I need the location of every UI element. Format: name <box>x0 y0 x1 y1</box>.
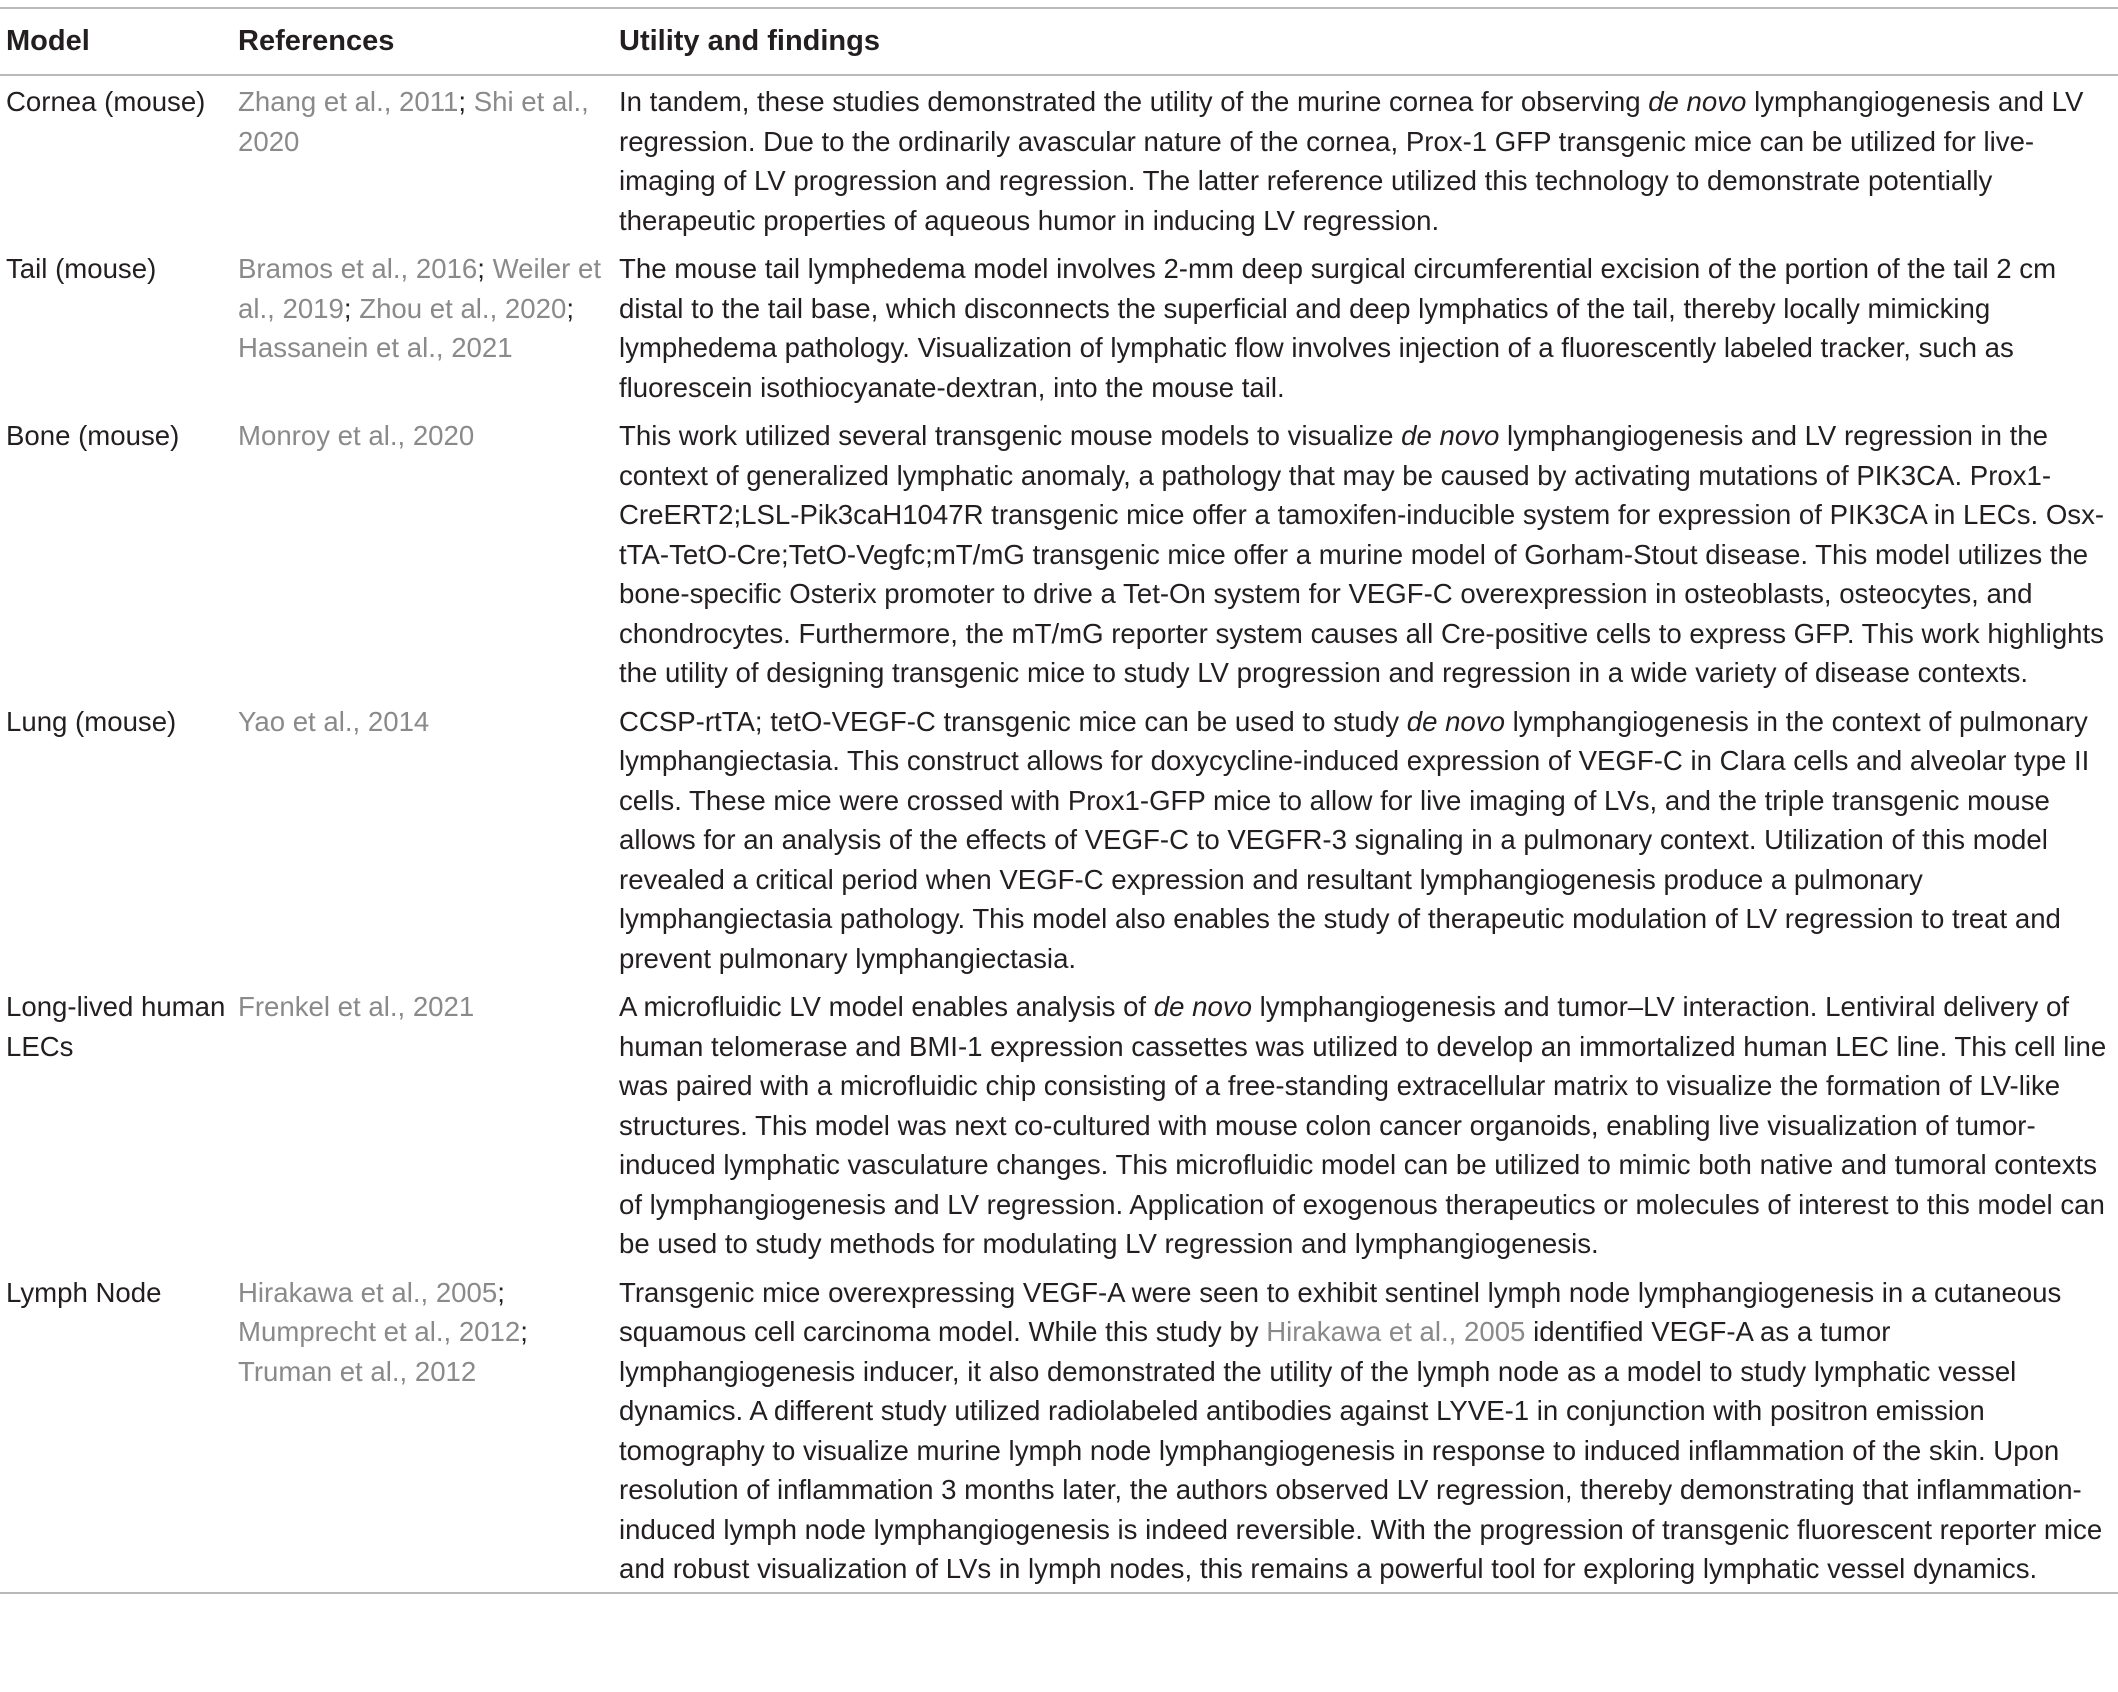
reference-link[interactable]: Truman et al., 2012 <box>238 1355 477 1387</box>
model-cell: Lung (mouse) <box>6 705 177 737</box>
reference-separator: ; <box>343 292 360 324</box>
header-model: Model <box>6 25 90 57</box>
utility-cell <box>619 981 2118 1267</box>
italic-term: de novo <box>1401 420 1500 451</box>
model-cell: Lymph Node <box>6 1276 162 1308</box>
utility-text: CCSP-rtTA; tetO-VEGF-C transgenic mice can be used to study <box>619 705 1407 737</box>
utility-text: identified VEGF-A as a tumor lymphangiogenesis inducer, it also demonstrated the utility of the lymph node as a model to study lymphatic vessel dynamics. A different study utilized radiolabeled antibodies against LYVE-1 in conjunction with positron emission tomography to visualize murine lymph node lymphangiogenesis in response to induced inflammation of the skin. Upon resolution of inflammation 3 months later, the authors observed LV regression, thereby demonstrating that inflammation-induced lymph node lymphangiogenesis is indeed reversible. With the progression of transgenic fluorescent reporter mice and robust visualization of LVs in lymph nodes, this remains a powerful tool for exploring lymphatic vessel dynamics. <box>619 1316 2103 1584</box>
inline-reference-link[interactable]: Hirakawa et al., 2005 <box>1266 1316 1526 1347</box>
utility-cell <box>619 696 2118 982</box>
table-row <box>0 75 2118 243</box>
references-cell <box>238 696 619 982</box>
reference-link[interactable]: Shi et al., 2020 <box>238 86 589 157</box>
model-cell: Tail (mouse) <box>6 253 157 284</box>
references-cell <box>238 75 619 243</box>
header-row <box>0 8 2118 75</box>
reference-link[interactable]: Zhou et al., 2020 <box>359 292 567 324</box>
reference-separator: ; <box>458 86 474 117</box>
model-cell: Bone (mouse) <box>6 420 180 451</box>
reference-separator: ; <box>520 1316 528 1347</box>
utility-text: This work utilized several transgenic mouse models to visualize <box>619 420 1402 451</box>
utility-cell <box>619 243 2118 410</box>
table-row <box>0 1267 2118 1593</box>
references-cell <box>238 981 619 1267</box>
utility-text: lymphangiogenesis and LV regression in the context of generalized lymphatic anomaly, a pathology that may be caused by activating mutations of PIK3CA. Prox1-CreERT2;LSL-Pik3caH1047R transgenic mice offer a tamoxifen-inducible system for expression of PIK3CA in LECs. Osx-tTA-TetO-Cre;TetO-Vegfc;mT/mG transgenic mice offer a murine model of Gorham-Stout disease. This model utilizes the bone-specific Osterix promoter to drive a Tet-On system for VEGF-C overexpression in osteoblasts, osteocytes, and chondrocytes. Furthermore, the mT/mG reporter system causes all Cre-positive cells to express GFP. This work highlights the utility of designing transgenic mice to study LV progression and regression in a wide variety of disease contexts. <box>619 420 2105 688</box>
table-row <box>0 696 2118 982</box>
reference-link[interactable]: Bramos et al., 2016 <box>238 253 478 284</box>
table-row <box>0 981 2118 1267</box>
table-row <box>0 243 2118 410</box>
reference-separator: ; <box>566 292 574 324</box>
italic-term: de novo <box>1648 86 1747 117</box>
table-row <box>0 410 2118 696</box>
utility-text: The mouse tail lymphedema model involves 2-mm deep surgical circumferential excision of the portion of the tail 2 cm distal to the tail base, which disconnects the superficial and deep lymphatics of the tail, thereby locally mimicking lymphedema pathology. Visualization of lymphatic flow involves injection of a fluorescently labeled tracker, such as fluorescein isothiocyanate-dextran, into the mouse tail. <box>619 253 2057 403</box>
reference-link[interactable]: Weiler et al., 2019 <box>238 253 601 324</box>
utility-text: A microfluidic LV model enables analysis of <box>619 991 1154 1022</box>
utility-text: Transgenic mice overexpressing VEGF-A were seen to exhibit sentinel lymph node lymphangiogenesis in a cutaneous squamous cell carcinoma model. While this study by <box>619 1276 2062 1347</box>
utility-cell <box>619 1267 2118 1593</box>
references-cell <box>238 410 619 696</box>
header-utility: Utility and findings <box>619 25 880 57</box>
reference-separator: ; <box>497 1276 505 1308</box>
models-table <box>0 7 2118 1594</box>
utility-cell <box>619 410 2118 696</box>
model-cell: Cornea (mouse) <box>6 86 206 117</box>
reference-link[interactable]: Zhang et al., 2011 <box>238 86 459 117</box>
reference-separator: ; <box>477 253 493 284</box>
reference-link[interactable]: Mumprecht et al., 2012 <box>238 1316 521 1347</box>
italic-term: de novo <box>1406 705 1505 737</box>
utility-text: lymphangiogenesis and tumor–LV interaction. Lentiviral delivery of human telomerase and BMI-1 expression cassettes was utilized to develop an immortalized human LEC line. This cell line was paired with a microfluidic chip consisting of a free-standing extracellular matrix to visualize the formation of LV-like structures. This model was next co-cultured with mouse colon cancer organoids, enabling live visualization of tumor-induced lymphatic vasculature changes. This microfluidic model can be utilized to mimic both native and tumoral contexts of lymphangiogenesis and LV regression. Application of exogenous therapeutics or molecules of interest to this model can be used to study methods for modulating LV regression and lymphangiogenesis. <box>619 991 2107 1259</box>
reference-link[interactable]: Frenkel et al., 2021 <box>238 991 475 1022</box>
utility-text: lymphangiogenesis and LV regression. Due to the ordinarily avascular nature of the cornea, Prox-1 GFP transgenic mice can be utilized for live-imaging of LV progression and regression. The latter reference utilized this technology to demonstrate potentially therapeutic properties of aqueous humor in inducing LV regression. <box>619 86 2084 236</box>
header-references: References <box>238 25 395 57</box>
references-cell <box>238 1267 619 1593</box>
italic-term: de novo <box>1153 991 1252 1022</box>
reference-link[interactable]: Monroy et al., 2020 <box>238 420 475 451</box>
utility-text: In tandem, these studies demonstrated the utility of the murine cornea for observing <box>619 86 1649 117</box>
utility-cell <box>619 75 2118 243</box>
utility-text: lymphangiogenesis in the context of pulmonary lymphangiectasia. This construct allows for doxycycline-induced expression of VEGF-C in Clara cells and alveolar type II cells. These mice were crossed with Prox1-GFP mice to allow for live imaging of LVs, and the triple transgenic mouse allows for an analysis of the effects of VEGF-C to VEGFR-3 signaling in a pulmonary context. Utilization of this model revealed a critical period when VEGF-C expression and resultant lymphangiogenesis produce a pulmonary lymphangiectasia pathology. This model also enables the study of therapeutic modulation of LV regression to treat and prevent pulmonary lymphangiectasia. <box>619 705 2090 974</box>
model-cell: Long-lived human LECs <box>6 991 226 1062</box>
reference-link[interactable]: Hirakawa et al., 2005 <box>238 1276 498 1308</box>
references-cell <box>238 243 619 410</box>
reference-link[interactable]: Yao et al., 2014 <box>238 705 430 737</box>
reference-link[interactable]: Hassanein et al., 2021 <box>238 332 513 363</box>
